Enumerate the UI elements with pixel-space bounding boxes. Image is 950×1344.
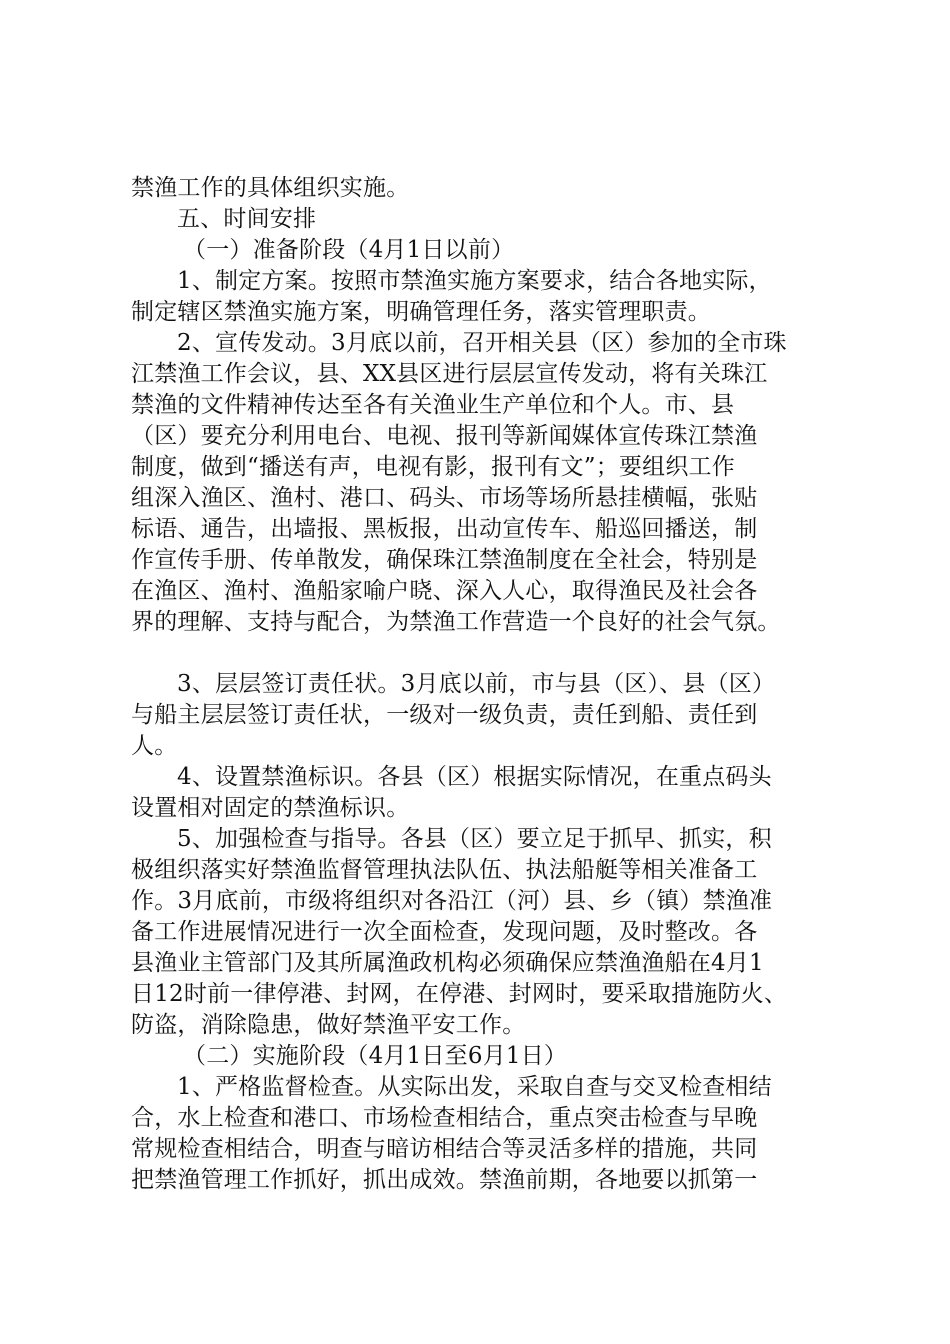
paragraph-line — [131, 607, 831, 638]
line-text: 3、层层签订责任状。3月底以前，市与县（区）、县（区） — [177, 671, 776, 697]
paragraph-line — [131, 452, 831, 483]
paragraph-line — [131, 1103, 831, 1134]
paragraph-line — [131, 1165, 831, 1196]
paragraph-line — [131, 297, 831, 328]
line-text: 防盗，消除隐患，做好禁渔平安工作。 — [131, 1012, 526, 1038]
document-body — [131, 173, 831, 1196]
paragraph-line — [131, 421, 831, 452]
line-text: （区）要充分利用电台、电视、报刊等新闻媒体宣传珠江禁渔 — [131, 423, 758, 449]
paragraph-line — [131, 762, 831, 793]
line-text: 禁渔的文件精神传达至各有关渔业生产单位和个人。市、县 — [131, 392, 735, 418]
line-text: 制定辖区禁渔实施方案，明确管理任务，落实管理职责。 — [131, 299, 711, 325]
line-text: 1、严格监督检查。从实际出发，采取自查与交叉检查相结 — [177, 1074, 772, 1100]
paragraph-line — [131, 948, 831, 979]
line-text: 日12时前一律停港、封网，在停港、封网时，要采取措施防火、 — [131, 981, 788, 1007]
line-text: 县渔业主管部门及其所属渔政机构必须确保应禁渔渔船在4月1 — [131, 950, 764, 976]
line-text: 2、宣传发动。3月底以前，召开相关县（区）参加的全市珠 — [177, 330, 787, 356]
line-text: 5、加强检查与指导。各县（区）要立足于抓早、抓实，积 — [177, 826, 772, 852]
paragraph-line — [131, 979, 831, 1010]
paragraph-line — [131, 886, 831, 917]
paragraph-line — [131, 1134, 831, 1165]
line-text: （一）准备阶段（4月1日以前） — [183, 237, 515, 263]
paragraph-line — [131, 266, 831, 297]
line-text: （二）实施阶段（4月1日至6月1日） — [183, 1043, 568, 1069]
line-text: 作宣传手册、传单散发，确保珠江禁渔制度在全社会，特别是 — [131, 547, 758, 573]
line-text: 作。3月底前，市级将组织对各沿江（河）县、乡（镇）禁渔准 — [131, 888, 773, 914]
line-text: 常规检查相结合，明查与暗访相结合等灵活多样的措施，共同 — [131, 1136, 758, 1162]
paragraph-line — [131, 576, 831, 607]
line-text: 极组织落实好禁渔监督管理执法队伍、执法船艇等相关准备工 — [131, 857, 758, 883]
paragraph-line — [131, 824, 831, 855]
line-text: 与船主层层签订责任状，一级对一级负责，责任到船、责任到 — [131, 702, 758, 728]
line-text: 备工作进展情况进行一次全面检查，发现问题，及时整改。各 — [131, 919, 758, 945]
line-text: 合，水上检查和港口、市场检查相结合，重点突击检查与早晚 — [131, 1105, 758, 1131]
blank-line — [131, 638, 831, 669]
paragraph-line — [131, 793, 831, 824]
paragraph-line — [131, 173, 831, 204]
line-text: 界的理解、支持与配合，为禁渔工作营造一个良好的社会气氛。 — [131, 609, 781, 635]
line-text: 1、制定方案。按照市禁渔实施方案要求，结合各地实际， — [177, 268, 772, 294]
line-text: 制度，做到“播送有声，电视有影，报刊有文”；要组织工作 — [131, 454, 735, 480]
paragraph-line — [131, 855, 831, 886]
paragraph-line — [131, 514, 831, 545]
line-text: 江禁渔工作会议，县、XX县区进行层层宣传发动，将有关珠江 — [131, 361, 768, 387]
line-text: 4、设置禁渔标识。各县（区）根据实际情况，在重点码头 — [177, 764, 772, 790]
paragraph-line — [131, 328, 831, 359]
paragraph-line — [131, 483, 831, 514]
line-text: 组深入渔区、渔村、港口、码头、市场等场所悬挂横幅，张贴 — [131, 485, 758, 511]
paragraph-line — [131, 731, 831, 762]
paragraph-line — [131, 1072, 831, 1103]
paragraph-line — [131, 700, 831, 731]
paragraph-line — [131, 669, 831, 700]
line-text: 禁渔工作的具体组织实施。 — [131, 175, 410, 201]
line-text: 设置相对固定的禁渔标识。 — [131, 795, 410, 821]
section-heading — [131, 204, 831, 235]
line-text: 在渔区、渔村、渔船家喻户晓、深入人心，取得渔民及社会各 — [131, 578, 758, 604]
paragraph-line — [131, 359, 831, 390]
paragraph-line — [131, 1010, 831, 1041]
paragraph-line — [131, 390, 831, 421]
subsection-heading — [131, 1041, 831, 1072]
paragraph-line — [131, 917, 831, 948]
subsection-heading — [131, 235, 831, 266]
line-text: 标语、通告，出墙报、黑板报，出动宣传车、船巡回播送，制 — [131, 516, 758, 542]
line-text: 五、时间安排 — [177, 206, 317, 232]
line-text: 人。 — [131, 733, 178, 759]
paragraph-line — [131, 545, 831, 576]
line-text: 把禁渔管理工作抓好，抓出成效。禁渔前期，各地要以抓第一 — [131, 1167, 758, 1193]
